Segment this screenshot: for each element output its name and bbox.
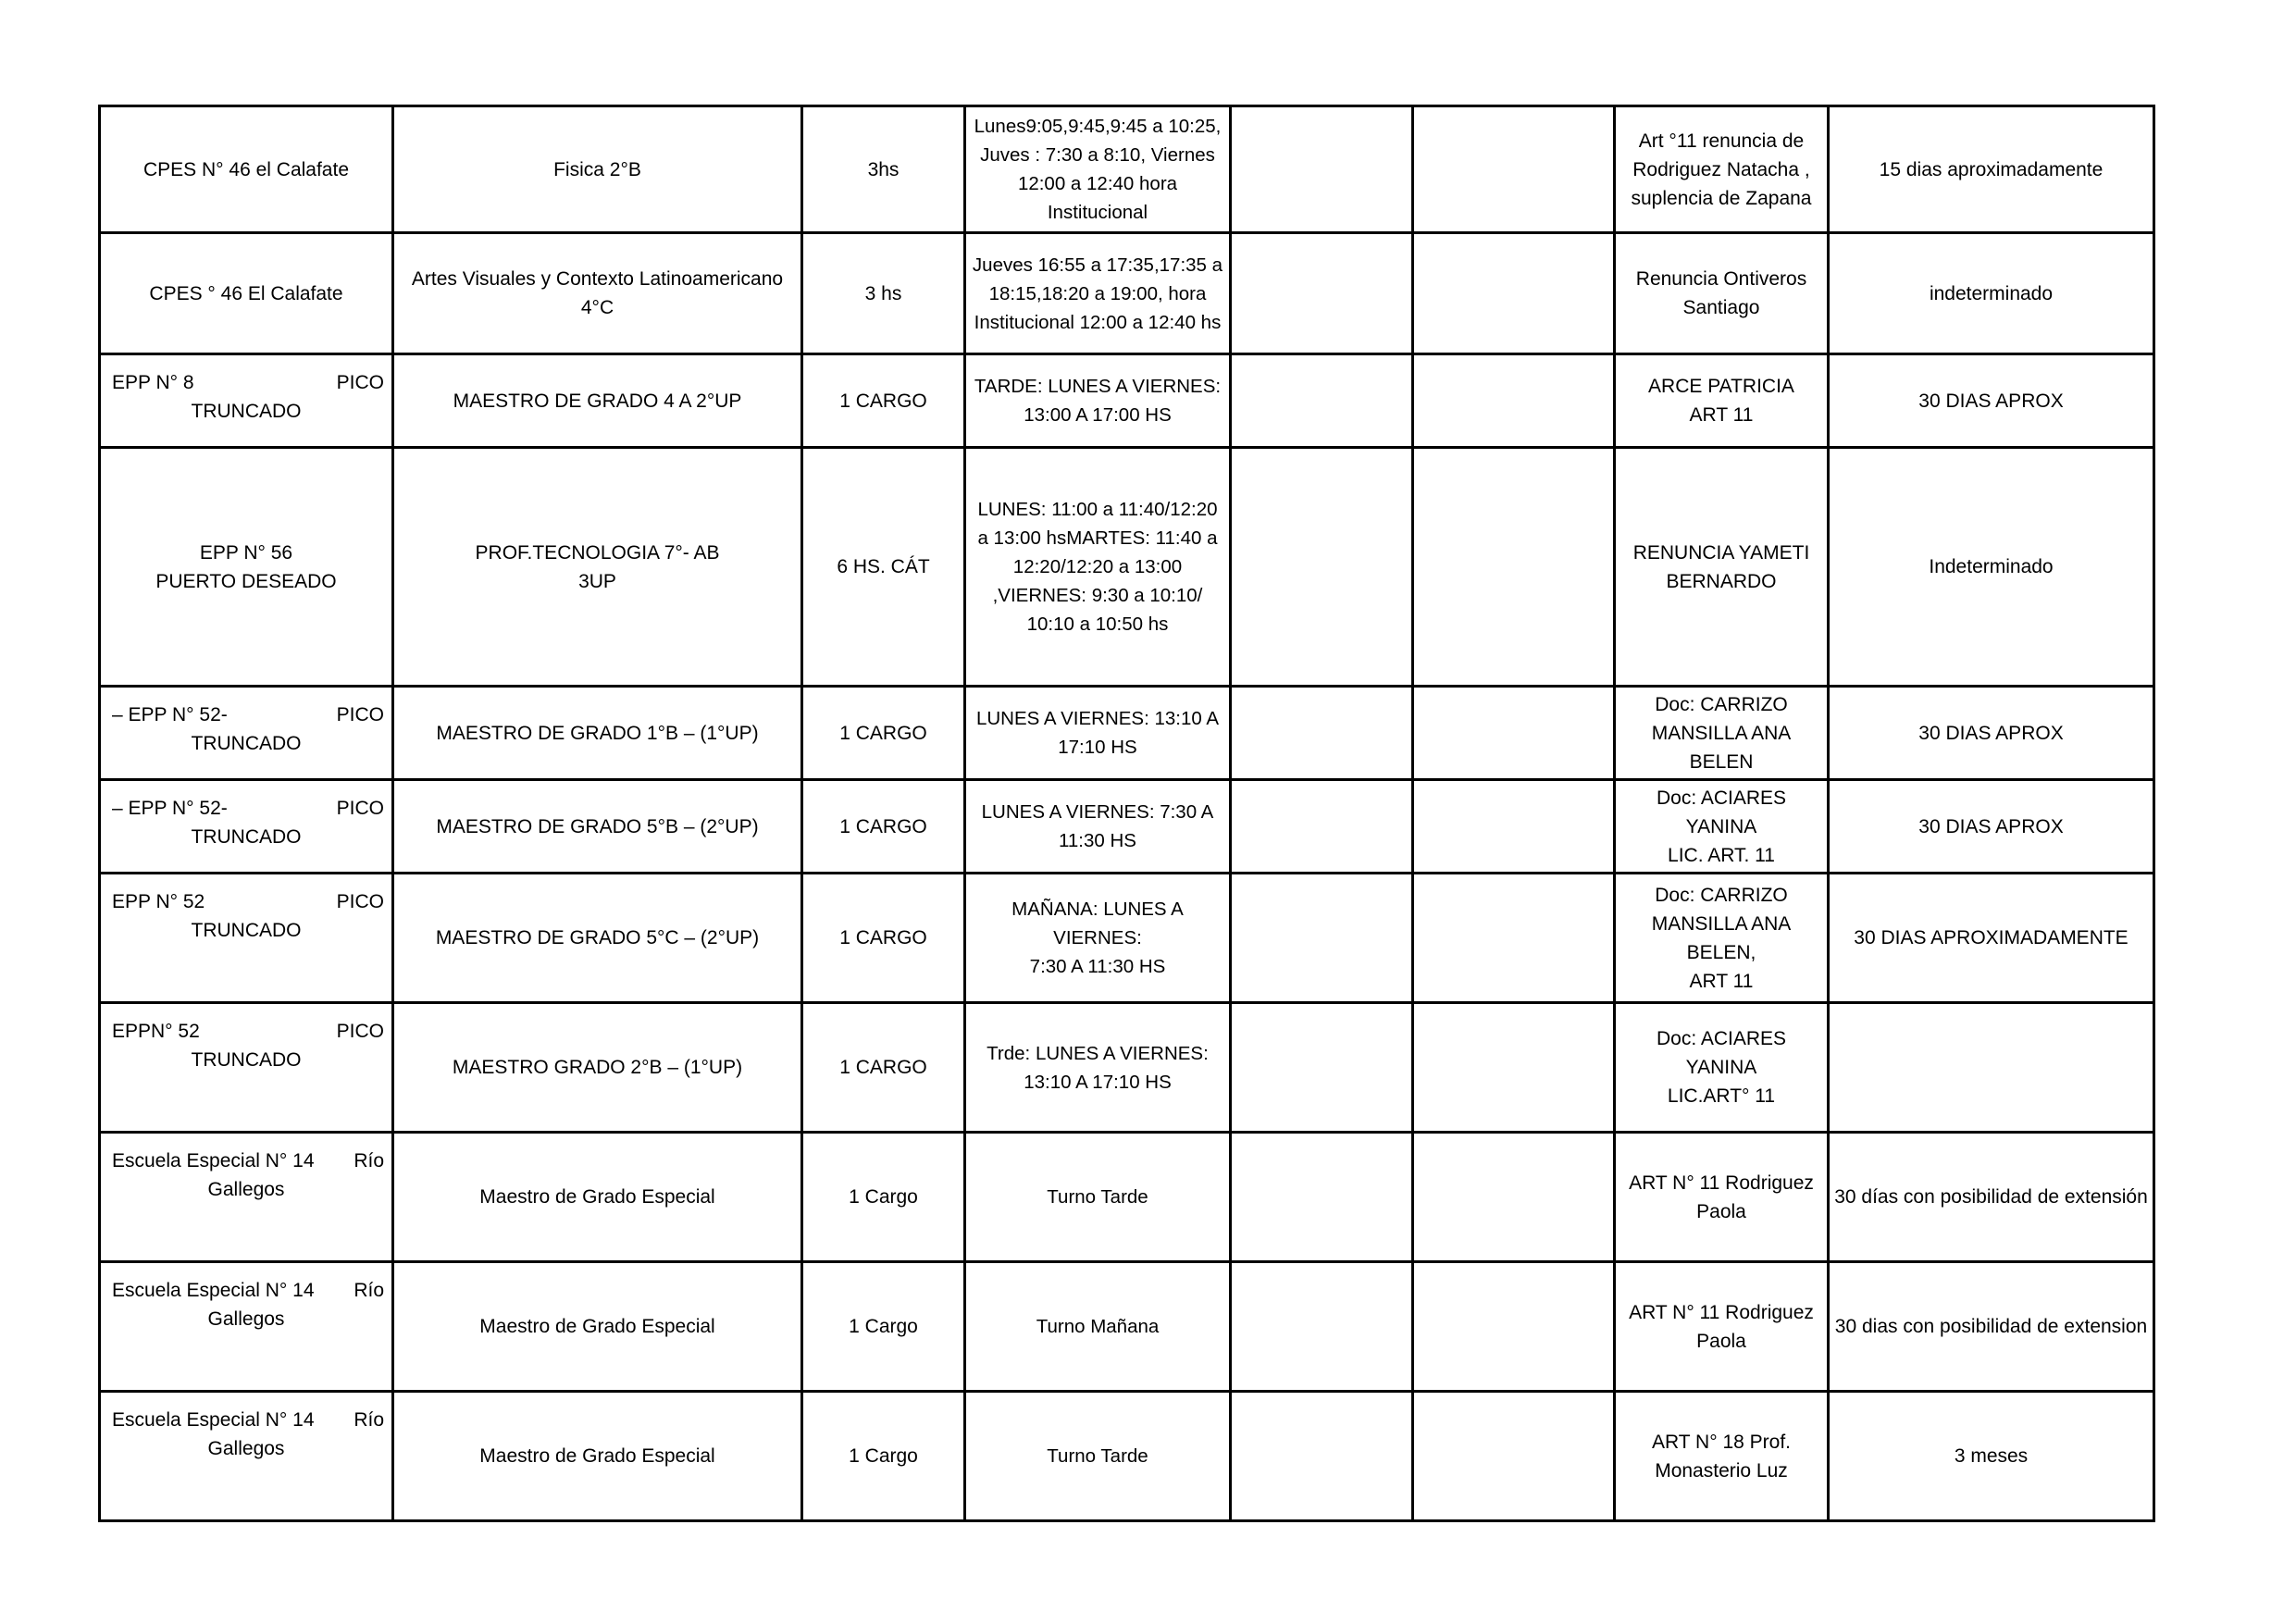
reason-cell — [1615, 1133, 1829, 1262]
table-row — [100, 1003, 2154, 1133]
schedule-line: Trde: LUNES A VIERNES: — [987, 1042, 1209, 1064]
school-cell — [100, 233, 393, 354]
schedule-cell — [965, 1392, 1231, 1521]
schedule-cell — [965, 874, 1231, 1003]
school-bottom-text: TRUNCADO — [191, 920, 302, 941]
schedule-line: Lunes9:05,9:45,9:45 a 10:25, — [974, 116, 1222, 137]
schedule-line: LUNES A VIERNES: 7:30 A — [981, 801, 1214, 823]
duration-line: 30 días con posibilidad de extensión — [1834, 1186, 2148, 1208]
subject-line: MAESTRO DE GRADO 5°B – (2°UP) — [436, 815, 759, 837]
subject-cell — [393, 1262, 802, 1392]
reason-line: Art °11 renuncia de — [1638, 130, 1805, 152]
duration-cell — [1829, 1262, 2154, 1392]
school-cell — [100, 1133, 393, 1262]
school-cell — [100, 1262, 393, 1392]
reason-line: ART N° 11 Rodriguez — [1629, 1172, 1814, 1194]
empty-cell-b — [1413, 1392, 1615, 1521]
subject-line: 3UP — [578, 570, 616, 592]
empty-cell-a — [1231, 1003, 1413, 1133]
hours-cell: 6 HS. CÁT — [802, 448, 965, 687]
school-line: CPES N° 46 el Calafate — [143, 158, 349, 180]
school-right-text: Río — [354, 1280, 384, 1301]
reason-cell — [1615, 1262, 1829, 1392]
duration-line: 30 DIAS APROX — [1918, 722, 2064, 744]
school-cell — [100, 687, 393, 780]
subject-cell — [393, 1133, 802, 1262]
subject-line: Artes Visuales y Contexto Latinoamericano — [411, 268, 784, 290]
duration-cell — [1829, 354, 2154, 448]
subject-line: Fisica 2°B — [553, 158, 641, 180]
empty-cell-b — [1413, 780, 1615, 874]
empty-cell-b — [1413, 354, 1615, 448]
school-split — [105, 700, 388, 758]
table-row — [100, 687, 2154, 780]
subject-line: Maestro de Grado Especial — [479, 1316, 715, 1337]
empty-cell-a — [1231, 448, 1413, 687]
table-row — [100, 780, 2154, 874]
empty-cell-a — [1231, 780, 1413, 874]
reason-line: Doc: CARRIZO — [1655, 884, 1788, 906]
school-cell — [100, 354, 393, 448]
reason-cell — [1615, 874, 1829, 1003]
subject-cell — [393, 106, 802, 233]
hours-cell: 1 CARGO — [802, 354, 965, 448]
table-row — [100, 448, 2154, 687]
reason-cell — [1615, 106, 1829, 233]
schedule-cell — [965, 780, 1231, 874]
duration-cell — [1829, 687, 2154, 780]
reason-line: Renuncia Ontiveros — [1635, 268, 1807, 290]
subject-line: 4°C — [580, 297, 614, 318]
schedule-line: LUNES A VIERNES: 13:10 A — [975, 708, 1220, 729]
empty-cell-a — [1231, 1262, 1413, 1392]
reason-line: MANSILLA ANA BELEN, — [1651, 912, 1792, 963]
reason-line: LIC. ART. 11 — [1668, 844, 1775, 866]
subject-line: Maestro de Grado Especial — [479, 1186, 715, 1208]
school-split — [105, 368, 388, 426]
duration-cell — [1829, 874, 2154, 1003]
subject-cell — [393, 1003, 802, 1133]
table-row — [100, 1392, 2154, 1521]
schedule-cell — [965, 106, 1231, 233]
duration-line: 30 DIAS APROX — [1918, 390, 2064, 412]
duration-cell — [1829, 106, 2154, 233]
table-row — [100, 874, 2154, 1003]
schedule-line: 18:15,18:20 a 19:00, hora — [988, 282, 1207, 304]
hours-cell: 3hs — [802, 106, 965, 233]
schedule-line: 12:20/12:20 a 13:00 — [1012, 556, 1183, 577]
school-right-text: PICO — [336, 704, 384, 725]
duration-line: 30 DIAS APROX — [1918, 815, 2064, 837]
subject-cell — [393, 233, 802, 354]
hours-cell: 1 CARGO — [802, 874, 965, 1003]
reason-line: MANSILLA ANA BELEN — [1651, 722, 1792, 773]
reason-line: ART 11 — [1689, 404, 1754, 426]
subject-line: MAESTRO DE GRADO 5°C – (2°UP) — [435, 927, 760, 948]
hours-cell: 1 CARGO — [802, 687, 965, 780]
school-right-text: PICO — [336, 891, 384, 912]
schedule-line: 13:10 A 17:10 HS — [1024, 1071, 1172, 1093]
school-bottom-text: TRUNCADO — [191, 826, 302, 848]
table-row — [100, 354, 2154, 448]
reason-cell — [1615, 233, 1829, 354]
duration-cell — [1829, 448, 2154, 687]
school-left-text: EPPN° 52 — [112, 1021, 200, 1042]
school-bottom-text: Gallegos — [207, 1179, 285, 1200]
hours-cell: 1 Cargo — [802, 1133, 965, 1262]
school-bottom-text: TRUNCADO — [191, 401, 302, 422]
schedule-line: ,VIERNES: 9:30 a 10:10/ — [992, 585, 1203, 606]
empty-cell-a — [1231, 1392, 1413, 1521]
hours-cell: 1 CARGO — [802, 780, 965, 874]
schedule-cell — [965, 448, 1231, 687]
subject-line: Maestro de Grado Especial — [479, 1445, 715, 1467]
school-split — [105, 1406, 388, 1463]
school-left-text: Escuela Especial N° 14 — [112, 1150, 315, 1172]
schedule-line: 10:10 a 10:50 hs — [1026, 614, 1169, 635]
schedule-line: 12:00 a 12:40 hora — [1017, 173, 1178, 194]
empty-cell-b — [1413, 233, 1615, 354]
reason-cell — [1615, 354, 1829, 448]
subject-line: MAESTRO GRADO 2°B – (1°UP) — [452, 1057, 743, 1078]
school-left-text: – EPP N° 52- — [112, 798, 228, 819]
school-line: PUERTO DESEADO — [155, 570, 337, 592]
schedule-cell — [965, 1003, 1231, 1133]
empty-cell-a — [1231, 1133, 1413, 1262]
duration-line: 30 DIAS APROXIMADAMENTE — [1854, 927, 2128, 948]
vacancy-table — [98, 105, 2155, 1522]
school-left-text: EPP N° 52 — [112, 891, 205, 912]
reason-line: suplencia de Zapana — [1631, 187, 1812, 209]
schedule-line: Institucional 12:00 a 12:40 hs — [974, 311, 1222, 333]
empty-cell-b — [1413, 1133, 1615, 1262]
reason-line: ART N° 11 Rodriguez — [1629, 1301, 1814, 1323]
schedule-cell — [965, 687, 1231, 780]
reason-line: ART N° 18 Prof. — [1651, 1431, 1791, 1453]
empty-cell-a — [1231, 874, 1413, 1003]
reason-cell — [1615, 448, 1829, 687]
schedule-line: Turno Mañana — [1036, 1316, 1160, 1337]
reason-line: BERNARDO — [1666, 570, 1777, 592]
school-cell — [100, 448, 393, 687]
reason-line: ART 11 — [1689, 970, 1754, 992]
schedule-line: a 13:00 hsMARTES: 11:40 a — [977, 527, 1218, 549]
school-line: EPP N° 56 — [199, 541, 293, 564]
subject-cell — [393, 687, 802, 780]
duration-cell — [1829, 780, 2154, 874]
school-bottom-text: Gallegos — [207, 1438, 285, 1459]
subject-line: MAESTRO DE GRADO 1°B – (1°UP) — [436, 722, 759, 744]
subject-line: MAESTRO DE GRADO 4 A 2°UP — [453, 390, 742, 412]
school-right-text: PICO — [336, 798, 384, 819]
school-right-text: PICO — [336, 1021, 384, 1042]
hours-cell: 1 Cargo — [802, 1262, 965, 1392]
school-cell — [100, 780, 393, 874]
schedule-line: MAÑANA: LUNES A VIERNES: — [1011, 899, 1184, 948]
duration-line: indeterminado — [1929, 282, 2054, 304]
school-left-text: Escuela Especial N° 14 — [112, 1280, 315, 1301]
reason-line: Doc: CARRIZO — [1655, 693, 1788, 715]
reason-cell — [1615, 687, 1829, 780]
reason-line: Doc: ACIARES YANINA — [1656, 787, 1787, 837]
hours-cell: 3 hs — [802, 233, 965, 354]
hours-cell: 1 Cargo — [802, 1392, 965, 1521]
empty-cell-b — [1413, 687, 1615, 780]
schedule-line: LUNES: 11:00 a 11:40/12:20 — [977, 499, 1218, 520]
schedule-line: Turno Tarde — [1047, 1445, 1148, 1467]
school-line: CPES ° 46 El Calafate — [149, 282, 343, 304]
school-right-text: PICO — [336, 372, 384, 393]
schedule-line: TARDE: LUNES A VIERNES: — [974, 376, 1222, 397]
duration-cell — [1829, 233, 2154, 354]
subject-cell — [393, 874, 802, 1003]
reason-line: Paola — [1696, 1200, 1746, 1222]
school-split — [105, 1276, 388, 1333]
table-row — [100, 106, 2154, 233]
empty-cell-b — [1413, 1003, 1615, 1133]
empty-cell-a — [1231, 687, 1413, 780]
school-right-text: Río — [354, 1150, 384, 1172]
schedule-line: Juves : 7:30 a 8:10, Viernes — [980, 144, 1215, 166]
school-bottom-text: Gallegos — [207, 1308, 285, 1330]
table-row — [100, 233, 2154, 354]
empty-cell-a — [1231, 233, 1413, 354]
reason-line: Rodriguez Natacha , — [1632, 158, 1810, 180]
empty-cell-b — [1413, 874, 1615, 1003]
school-cell — [100, 874, 393, 1003]
empty-cell-b — [1413, 1262, 1615, 1392]
school-bottom-text: TRUNCADO — [191, 733, 302, 754]
subject-cell — [393, 354, 802, 448]
duration-cell — [1829, 1133, 2154, 1262]
schedule-cell — [965, 233, 1231, 354]
school-right-text: Río — [354, 1409, 384, 1431]
school-cell — [100, 1003, 393, 1133]
hours-cell: 1 CARGO — [802, 1003, 965, 1133]
subject-cell — [393, 780, 802, 874]
reason-cell — [1615, 1003, 1829, 1133]
duration-line: 30 dias con posibilidad de extension — [1834, 1316, 2148, 1337]
reason-line: Monasterio Luz — [1655, 1459, 1788, 1481]
school-split — [105, 887, 388, 945]
schedule-line: 11:30 HS — [1059, 830, 1136, 851]
empty-cell-a — [1231, 106, 1413, 233]
duration-cell — [1829, 1003, 2154, 1133]
schedule-line: Institucional — [1047, 202, 1148, 223]
schedule-line: 17:10 HS — [1058, 737, 1137, 758]
schedule-cell — [965, 1262, 1231, 1392]
reason-cell — [1615, 1392, 1829, 1521]
reason-cell — [1615, 780, 1829, 874]
school-bottom-text: TRUNCADO — [191, 1049, 302, 1071]
reason-line: Paola — [1696, 1330, 1746, 1352]
schedule-cell — [965, 1133, 1231, 1262]
schedule-line: Turno Tarde — [1047, 1186, 1148, 1208]
schedule-line: 7:30 A 11:30 HS — [1029, 956, 1166, 977]
school-cell — [100, 1392, 393, 1521]
school-split — [105, 1147, 388, 1204]
table-row — [100, 1133, 2154, 1262]
schedule-line: Jueves 16:55 a 17:35,17:35 a — [972, 254, 1223, 276]
reason-line: LIC.ART° 11 — [1667, 1085, 1776, 1107]
empty-cell-b — [1413, 448, 1615, 687]
reason-line: Doc: ACIARES YANINA — [1656, 1028, 1787, 1078]
duration-line: Indeterminado — [1929, 556, 2054, 577]
school-left-text: – EPP N° 52- — [112, 704, 228, 725]
table-row — [100, 1262, 2154, 1392]
duration-cell — [1829, 1392, 2154, 1521]
duration-line: 15 dias aproximadamente — [1879, 158, 2104, 180]
empty-cell-a — [1231, 354, 1413, 448]
reason-line: RENUNCIA YAMETI — [1632, 541, 1810, 564]
school-split — [105, 1017, 388, 1074]
subject-cell — [393, 1392, 802, 1521]
subject-line: PROF.TECNOLOGIA 7°- AB — [475, 541, 720, 564]
table-body — [100, 106, 2154, 1521]
reason-line: ARCE PATRICIA — [1648, 376, 1794, 397]
school-left-text: Escuela Especial N° 14 — [112, 1409, 315, 1431]
school-cell — [100, 106, 393, 233]
schedule-cell — [965, 354, 1231, 448]
duration-line: 3 meses — [1954, 1445, 2029, 1467]
school-split — [105, 794, 388, 851]
school-left-text: EPP N° 8 — [112, 372, 194, 393]
subject-cell — [393, 448, 802, 687]
schedule-line: 13:00 A 17:00 HS — [1024, 404, 1172, 426]
reason-line: Santiago — [1682, 297, 1760, 318]
empty-cell-b — [1413, 106, 1615, 233]
